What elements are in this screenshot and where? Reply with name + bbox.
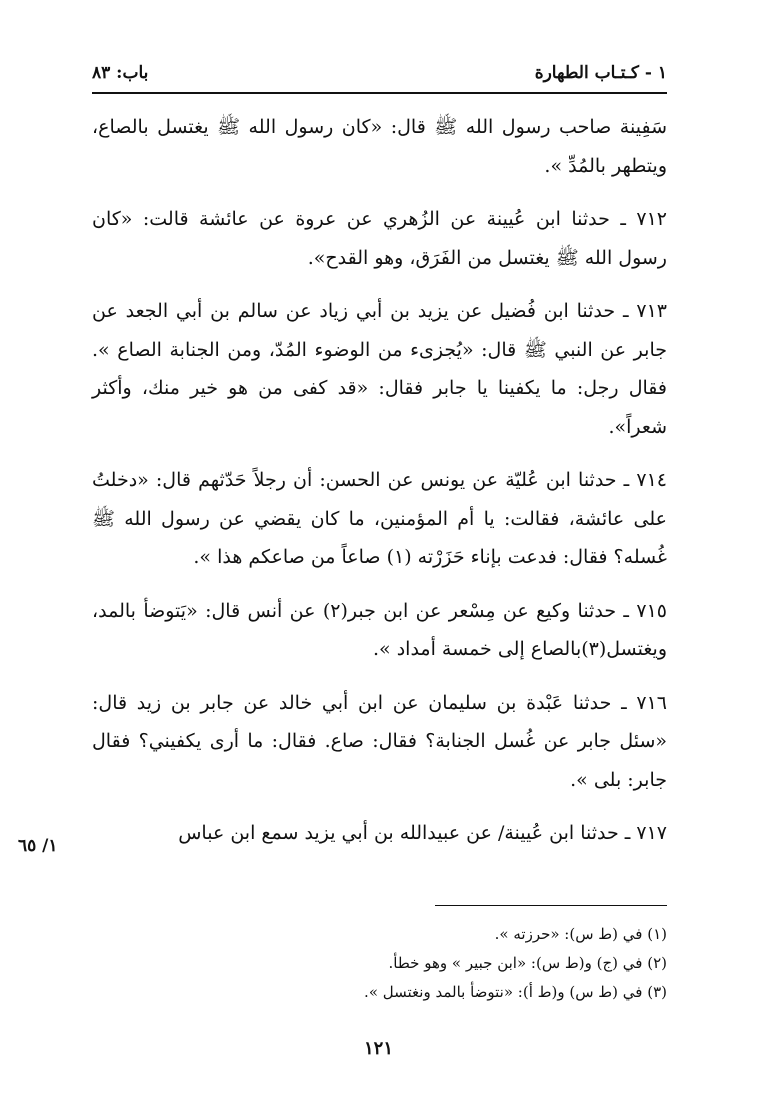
running-header: [92, 58, 667, 88]
footnote: (٢) في (ج) و(ط س): «ابن جبير » وهو خطأ.: [388, 954, 667, 972]
book-title: ١ - كـتـاب الطهارة: [534, 63, 667, 83]
hadith-716: ٧١٦ ـ حدثنا عَبْدة بن سليمان عن ابن أبي خالد عن جابر بن زيد قال: «سئل جابر عن غُسل الجنابة؟ فقال: صاع. فقال: ما أرى يكفيني؟ فقال جابر: بلى ».: [92, 691, 667, 791]
hadith-714: ٧١٤ ـ حدثنا ابن عُليّة عن يونس عن الحسن: أن رجلاً حَدّثهم قال: «دخلتُ على عائشة، فقالت: يا أم المؤمنين، ما كان يقضي عن رسول الله ﷺ غُسله؟ فقال: فدعت بإناء حَزَرْته (١) صاعاً من صاعكم هذا ».: [92, 469, 667, 568]
chapter-label: باب: ٨٣: [92, 63, 149, 83]
header-rule: [92, 92, 667, 94]
page-number: ١٢١: [363, 1038, 393, 1059]
hadith-717: ٧١٧ ـ حدثنا ابن عُيينة/ عن عبيدالله بن أبي يزيد سمع ابن عباس: [178, 822, 667, 844]
hadith-715: ٧١٥ ـ حدثنا وكيع عن مِسْعر عن ابن جبر(٢) عن أنس قال: «يَتوضأ بالمد، ويغتسل(٣)بالصاع إلى خمسة أمداد ».: [92, 599, 667, 660]
hadith-713: ٧١٣ ـ حدثنا ابن فُضيل عن يزيد بن أبي زياد عن سالم بن أبي الجعد عن جابر عن النبي ﷺ قال: «يُجزىء من الوضوء المُدّ، ومن الجنابة الصاع ». فقال رجل: ما يكفينا يا جابر فقال: «قد كفى من هو خير منك، وأكثر شعراً».: [92, 300, 667, 438]
hadith-712: ٧١٢ ـ حدثنا ابن عُيينة عن الزُهري عن عروة عن عائشة قالت: «كان رسول الله ﷺ يغتسل من الفَرَق، وهو القدح».: [92, 208, 667, 269]
margin-reference: ١/ ٦٥: [18, 836, 58, 856]
footnote: (١) في (ط س): «حرزته ».: [494, 925, 667, 943]
body-text: [92, 108, 667, 868]
footnote-rule: [435, 905, 667, 906]
paragraph: سَفِينة صاحب رسول الله ﷺ قال: «كان رسول الله ﷺ يغتسل بالصاع، ويتطهر بالمُدِّ ».: [92, 116, 667, 177]
footnote: (٣) في (ط س) و(ط أ): «نتوضأ بالمد ونغتسل ».: [364, 983, 667, 1001]
footnotes: [92, 920, 667, 1007]
